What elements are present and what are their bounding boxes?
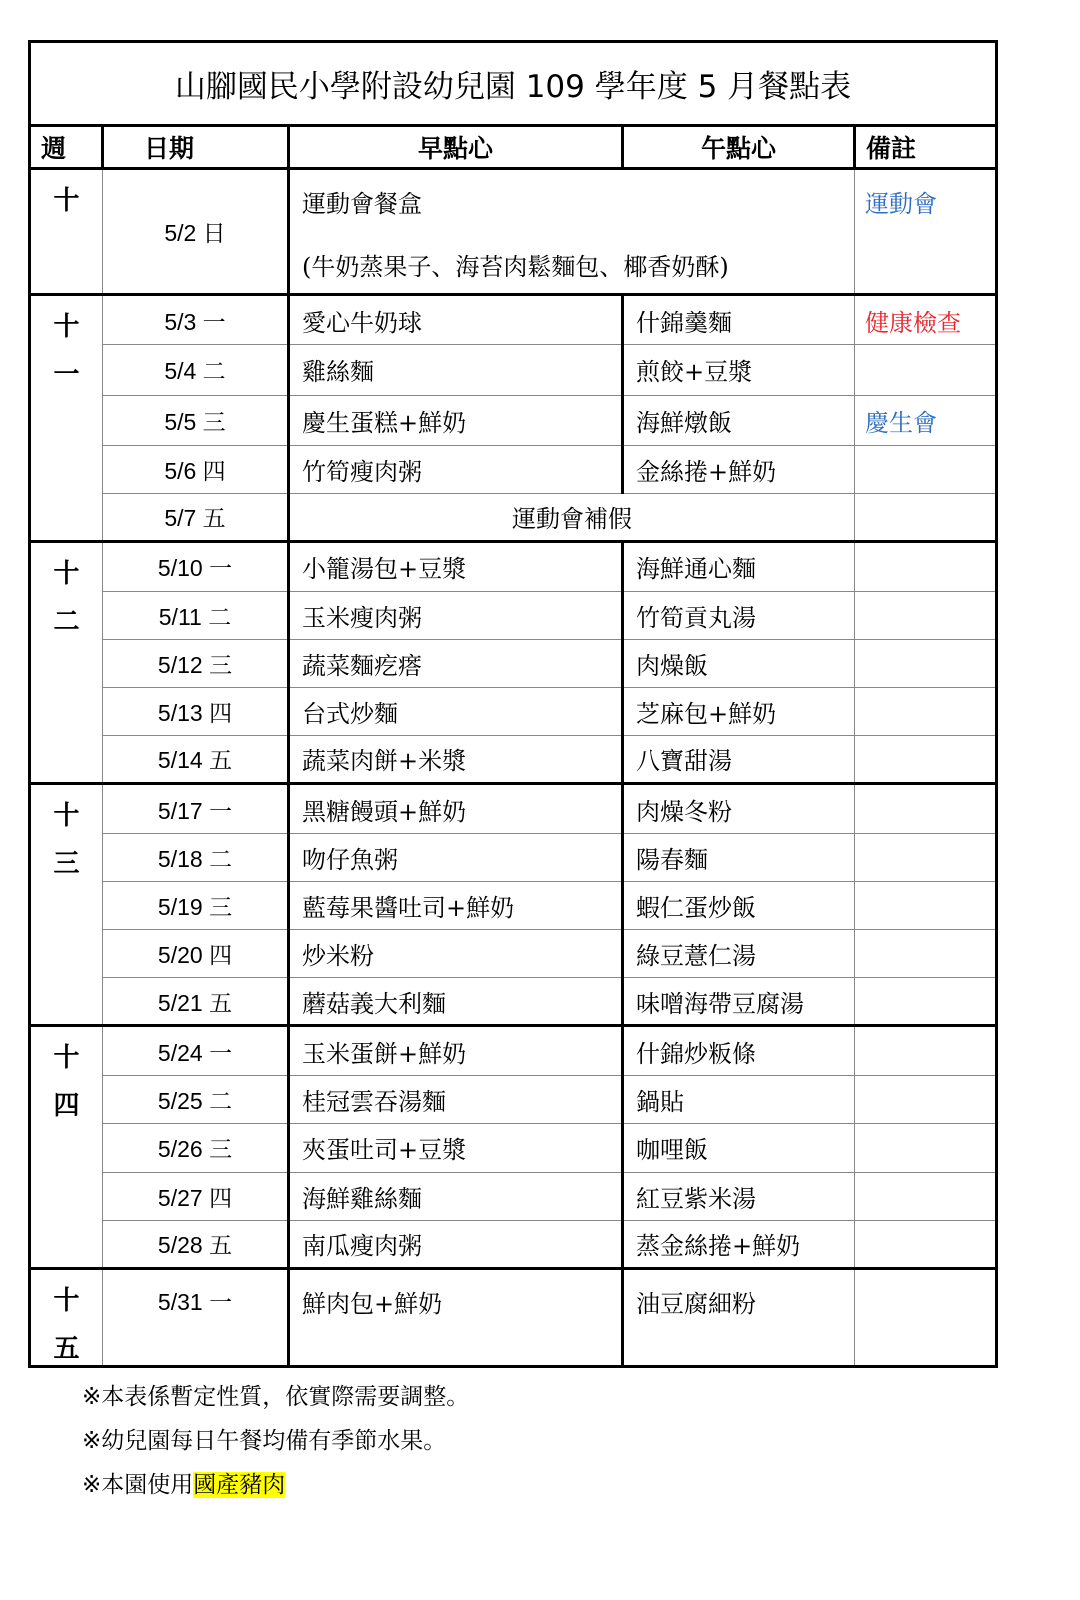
table-row bbox=[30, 1220, 997, 1268]
table-row bbox=[30, 687, 997, 735]
lunch-cell: 什錦炒粄條 bbox=[623, 1026, 855, 1076]
week-number: 三 bbox=[53, 849, 80, 879]
footnote bbox=[82, 1466, 469, 1510]
date-cell: 5/3 一 bbox=[103, 295, 289, 345]
date-cell: 5/18 二 bbox=[103, 834, 289, 882]
table-row bbox=[30, 395, 997, 445]
date-cell: 5/10 一 bbox=[103, 541, 289, 591]
footnote: ※幼兒園每日午餐均備有季節水果。 bbox=[82, 1428, 447, 1454]
breakfast-cell: 雞絲麵 bbox=[289, 345, 623, 395]
table-row bbox=[30, 834, 997, 882]
breakfast-cell: 蔬菜肉餅+米漿 bbox=[289, 735, 623, 783]
breakfast-cell: 黑糖饅頭+鮮奶 bbox=[289, 784, 623, 834]
lunch-cell: 蒸金絲捲+鮮奶 bbox=[623, 1220, 855, 1268]
lunch-cell: 味噌海帶豆腐湯 bbox=[623, 978, 855, 1026]
breakfast-cell: 吻仔魚粥 bbox=[289, 834, 623, 882]
highlighted-text: 國產豬肉 bbox=[193, 1472, 286, 1498]
breakfast-cell: 愛心牛奶球 bbox=[289, 295, 623, 345]
lunch-cell: 海鮮燉飯 bbox=[623, 395, 855, 445]
note-cell bbox=[855, 591, 997, 639]
table-row bbox=[30, 1076, 997, 1124]
date-cell: 5/4 二 bbox=[103, 345, 289, 395]
week-number: 一 bbox=[53, 360, 80, 391]
table-row bbox=[30, 639, 997, 687]
page-title: 山腳國民小學附設幼兒園 109 學年度 5 月餐點表 bbox=[30, 42, 997, 126]
breakfast-cell: 炒米粉 bbox=[289, 930, 623, 978]
note-cell bbox=[855, 882, 997, 930]
breakfast-cell: 南瓜瘦肉粥 bbox=[289, 1220, 623, 1268]
breakfast-cell: 小籠湯包+豆漿 bbox=[289, 541, 623, 591]
note-cell bbox=[855, 1268, 997, 1366]
footnote-text: ※本園使用 bbox=[82, 1472, 194, 1498]
lunch-cell: 咖哩飯 bbox=[623, 1124, 855, 1172]
week-cell bbox=[30, 169, 103, 295]
lunch-cell: 金絲捲+鮮奶 bbox=[623, 445, 855, 493]
note-cell bbox=[855, 978, 997, 1026]
date-cell: 5/13 四 bbox=[103, 687, 289, 735]
table-row bbox=[30, 930, 997, 978]
date-cell: 5/19 三 bbox=[103, 882, 289, 930]
date-cell: 5/26 三 bbox=[103, 1124, 289, 1172]
date-cell: 5/25 二 bbox=[103, 1076, 289, 1124]
lunch-cell: 海鮮通心麵 bbox=[623, 541, 855, 591]
date-cell: 5/7 五 bbox=[103, 493, 289, 541]
week-number: 十 bbox=[53, 312, 80, 343]
breakfast-cell: 鮮肉包+鮮奶 bbox=[289, 1268, 623, 1366]
lunch-cell: 陽春麵 bbox=[623, 834, 855, 882]
breakfast-cell bbox=[289, 169, 855, 295]
date-cell: 5/2 日 bbox=[103, 169, 289, 295]
week-number: 二 bbox=[53, 606, 80, 637]
merged-cell: 運動會補假 bbox=[289, 493, 855, 541]
date-cell: 5/11 二 bbox=[103, 591, 289, 639]
table-row bbox=[30, 978, 997, 1026]
note-cell bbox=[855, 1026, 997, 1076]
breakfast-cell: 桂冠雲吞湯麵 bbox=[289, 1076, 623, 1124]
table-row bbox=[30, 882, 997, 930]
date-cell: 5/31 一 bbox=[103, 1268, 289, 1366]
breakfast-cell: 夾蛋吐司+豆漿 bbox=[289, 1124, 623, 1172]
note-cell bbox=[855, 1172, 997, 1220]
note-cell bbox=[855, 1124, 997, 1172]
note-cell bbox=[855, 541, 997, 591]
date-cell: 5/5 三 bbox=[103, 395, 289, 445]
menu-table bbox=[28, 40, 998, 1368]
table-row bbox=[30, 1124, 997, 1172]
lunch-cell: 芝麻包+鮮奶 bbox=[623, 687, 855, 735]
lunch-cell: 鍋貼 bbox=[623, 1076, 855, 1124]
lunch-cell: 油豆腐細粉 bbox=[623, 1268, 855, 1366]
table-row bbox=[30, 169, 997, 295]
week-cell bbox=[30, 784, 103, 1026]
lunch-cell: 八寶甜湯 bbox=[623, 735, 855, 783]
week-number: 十 bbox=[53, 1043, 80, 1074]
lunch-cell: 肉燥冬粉 bbox=[623, 784, 855, 834]
table-row bbox=[30, 591, 997, 639]
week-cell bbox=[30, 1268, 103, 1366]
table-row bbox=[30, 541, 997, 591]
table-row bbox=[30, 345, 997, 395]
table-row bbox=[30, 295, 997, 345]
table-row bbox=[30, 493, 997, 541]
week-number: 十 bbox=[53, 801, 80, 831]
date-cell: 5/28 五 bbox=[103, 1220, 289, 1268]
header-note: 備註 bbox=[855, 126, 997, 169]
breakfast-cell: 蔬菜麵疙瘩 bbox=[289, 639, 623, 687]
note-cell bbox=[855, 930, 997, 978]
breakfast-cell: 藍莓果醬吐司+鮮奶 bbox=[289, 882, 623, 930]
note-cell bbox=[855, 493, 997, 541]
note-cell bbox=[855, 345, 997, 395]
week-number: 十 bbox=[53, 186, 80, 217]
week-cell bbox=[30, 295, 103, 541]
week-number: 五 bbox=[53, 1333, 80, 1364]
note-cell bbox=[855, 687, 997, 735]
note-cell bbox=[855, 1076, 997, 1124]
date-cell: 5/27 四 bbox=[103, 1172, 289, 1220]
note-cell: 慶生會 bbox=[855, 395, 997, 445]
note-cell bbox=[855, 784, 997, 834]
week-cell bbox=[30, 1026, 103, 1268]
date-cell: 5/6 四 bbox=[103, 445, 289, 493]
breakfast-detail: (牛奶蒸果子、海苔肉鬆麵包、椰香奶酥) bbox=[302, 253, 729, 282]
table-row bbox=[30, 784, 997, 834]
lunch-cell: 肉燥飯 bbox=[623, 639, 855, 687]
breakfast-cell: 玉米瘦肉粥 bbox=[289, 591, 623, 639]
note-cell bbox=[855, 834, 997, 882]
footnote: ※本表係暫定性質，依實際需要調整。 bbox=[82, 1384, 470, 1410]
table-row bbox=[30, 445, 997, 493]
lunch-cell: 蝦仁蛋炒飯 bbox=[623, 882, 855, 930]
week-number: 四 bbox=[53, 1091, 80, 1122]
breakfast-cell: 慶生蛋糕+鮮奶 bbox=[289, 395, 623, 445]
note-cell bbox=[855, 445, 997, 493]
header-date: 日期 bbox=[103, 126, 289, 169]
breakfast-cell: 竹筍瘦肉粥 bbox=[289, 445, 623, 493]
breakfast-cell: 台式炒麵 bbox=[289, 687, 623, 735]
note-cell bbox=[855, 1220, 997, 1268]
lunch-cell: 紅豆紫米湯 bbox=[623, 1172, 855, 1220]
note-cell: 運動會 bbox=[855, 169, 997, 295]
header-breakfast: 早點心 bbox=[289, 126, 623, 169]
date-cell: 5/24 一 bbox=[103, 1026, 289, 1076]
table-row bbox=[30, 1026, 997, 1076]
breakfast-cell: 海鮮雞絲麵 bbox=[289, 1172, 623, 1220]
table-row bbox=[30, 735, 997, 783]
note-cell: 健康檢查 bbox=[855, 295, 997, 345]
note-cell bbox=[855, 735, 997, 783]
breakfast-cell: 玉米蛋餅+鮮奶 bbox=[289, 1026, 623, 1076]
date-cell: 5/21 五 bbox=[103, 978, 289, 1026]
lunch-cell: 什錦羹麵 bbox=[623, 295, 855, 345]
date-cell: 5/17 一 bbox=[103, 784, 289, 834]
header-lunch: 午點心 bbox=[623, 126, 855, 169]
header-row bbox=[30, 126, 997, 169]
footnotes bbox=[82, 1378, 469, 1510]
table-row bbox=[30, 1172, 997, 1220]
week-cell bbox=[30, 541, 103, 783]
lunch-cell: 綠豆薏仁湯 bbox=[623, 930, 855, 978]
table-row bbox=[30, 1268, 997, 1366]
lunch-cell: 竹筍貢丸湯 bbox=[623, 591, 855, 639]
week-number: 十 bbox=[53, 1285, 80, 1316]
breakfast-text: 運動會餐盒 bbox=[302, 190, 422, 219]
lunch-cell: 煎餃+豆漿 bbox=[623, 345, 855, 395]
date-cell: 5/14 五 bbox=[103, 735, 289, 783]
header-week: 週 bbox=[30, 126, 103, 169]
breakfast-cell: 蘑菇義大利麵 bbox=[289, 978, 623, 1026]
date-cell: 5/12 三 bbox=[103, 639, 289, 687]
week-number: 十 bbox=[53, 558, 80, 589]
date-cell: 5/20 四 bbox=[103, 930, 289, 978]
note-cell bbox=[855, 639, 997, 687]
